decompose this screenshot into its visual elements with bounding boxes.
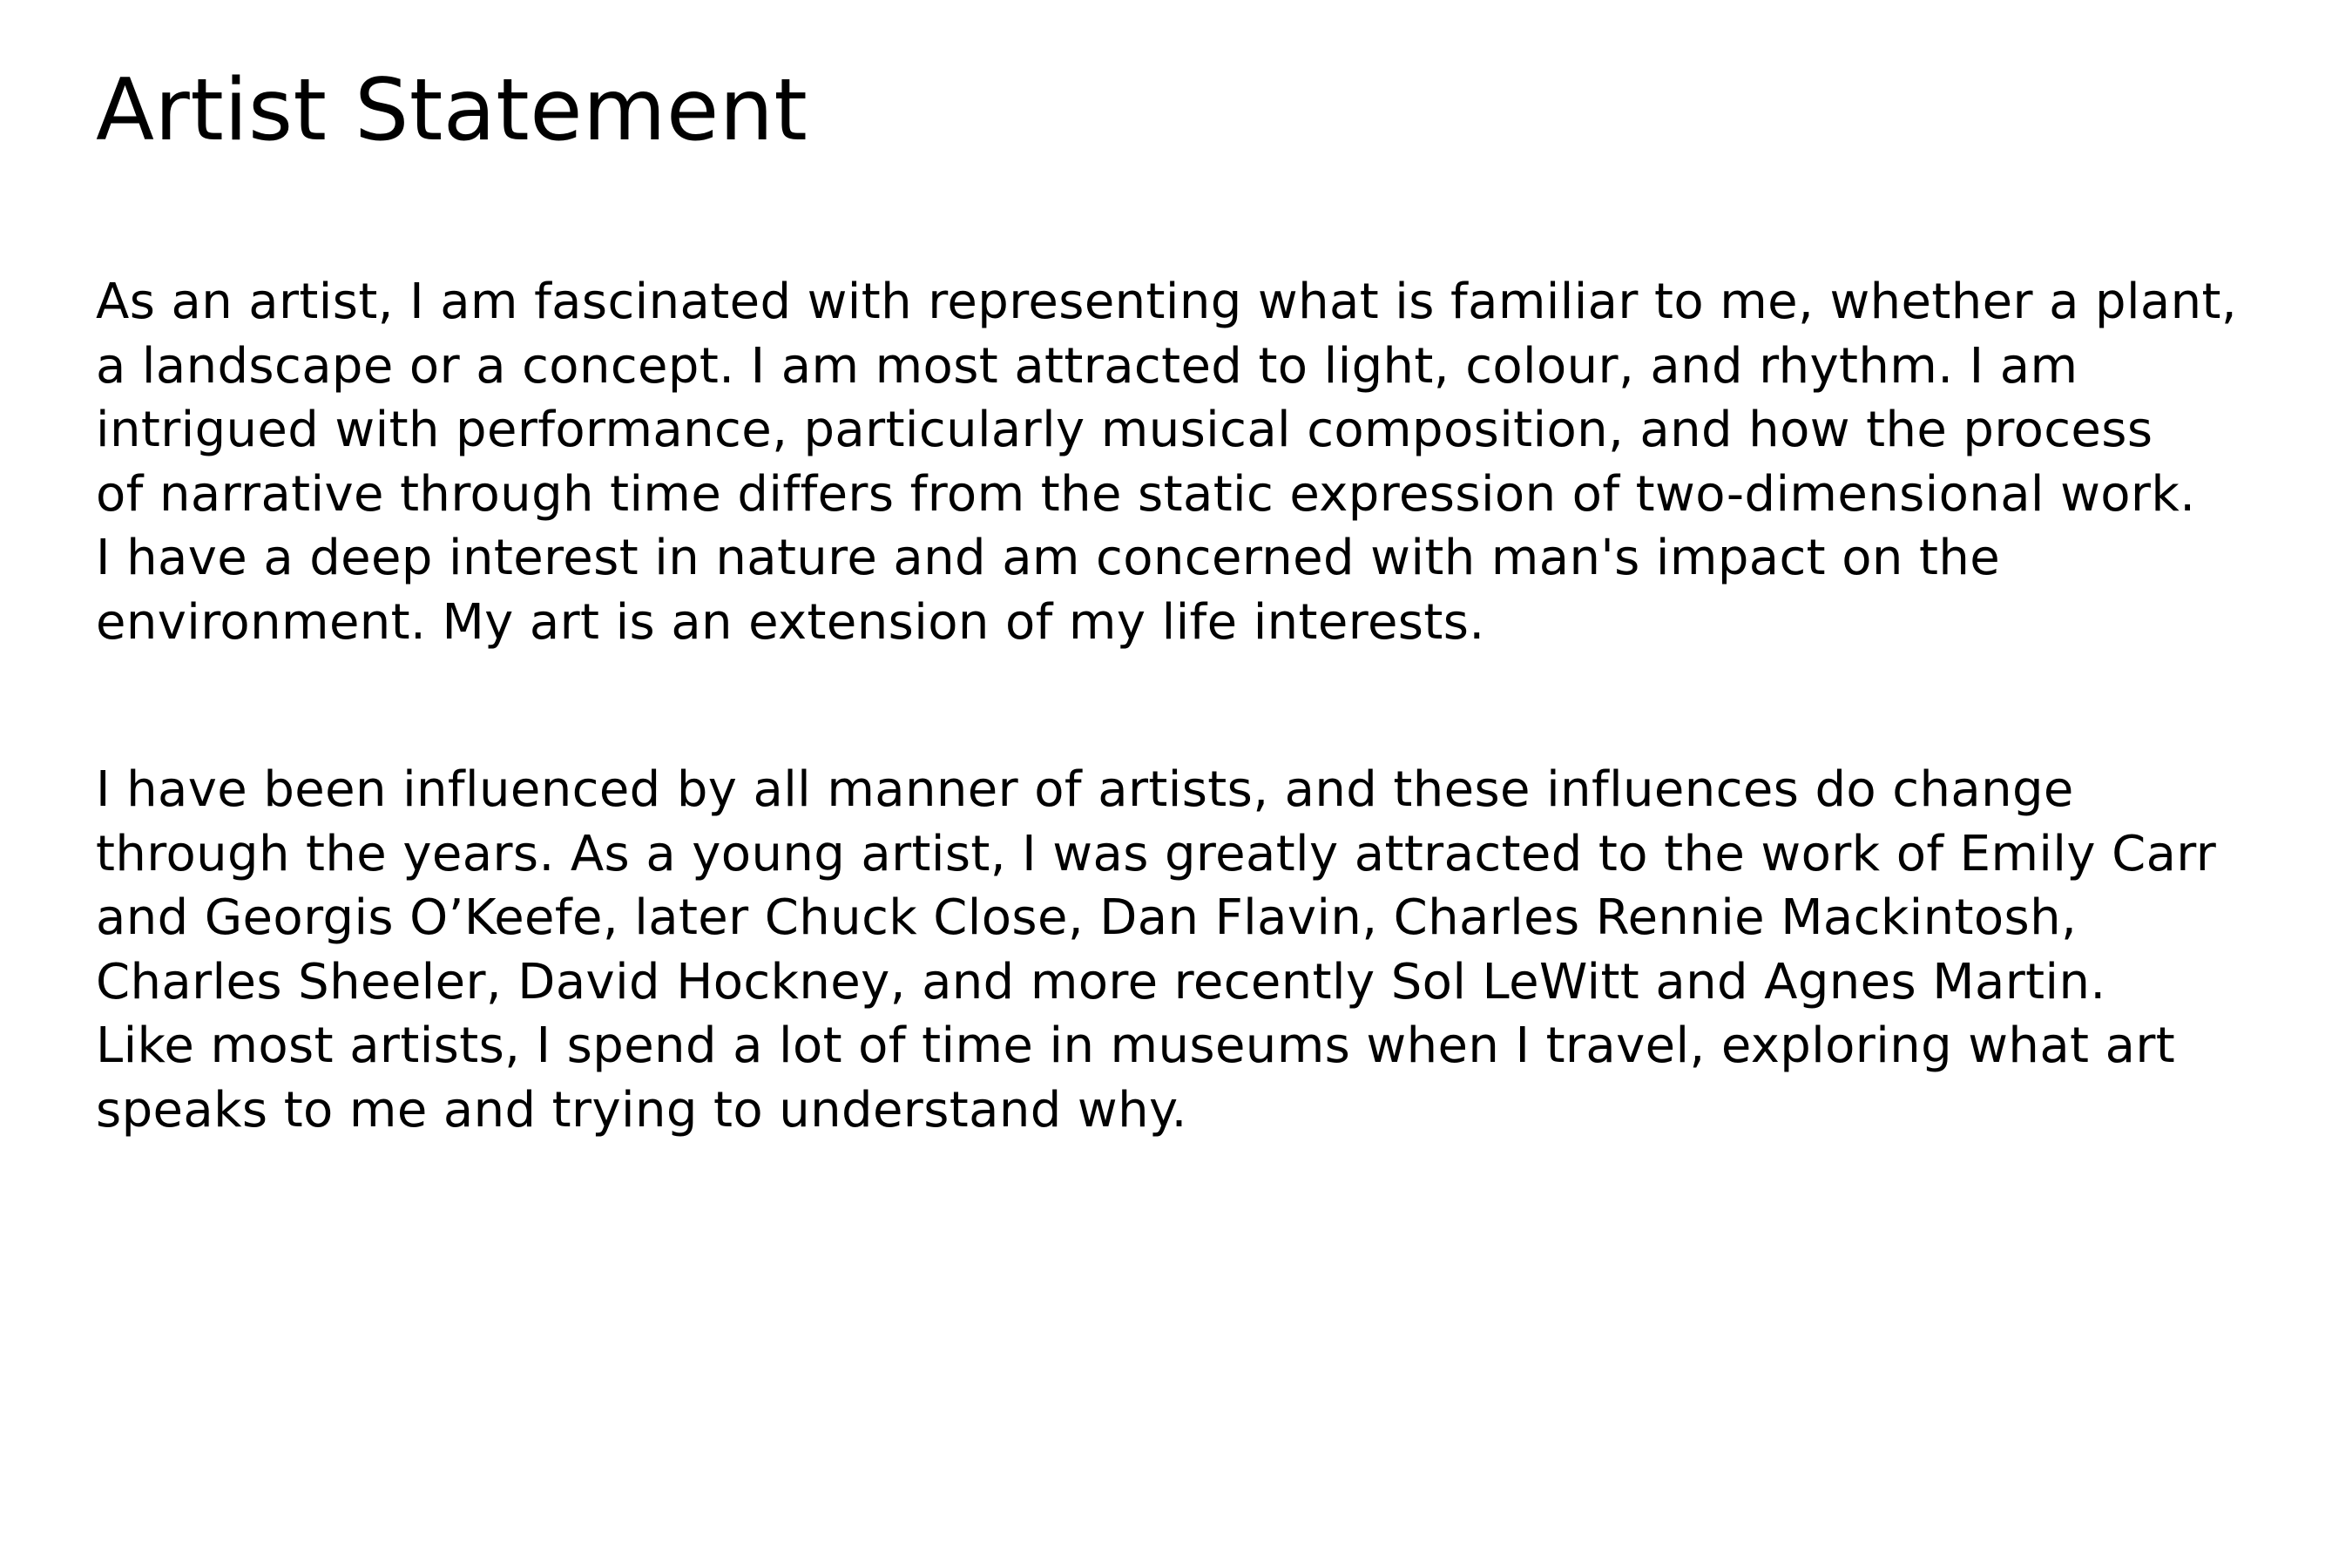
paragraph-line: Like most artists, I spend a lot of time in museums when I travel, exploring what art — [96, 1017, 2176, 1075]
paragraph-line: As an artist, I am fascinated with representing what is familiar to me, whether a plant, — [96, 274, 2238, 330]
artist-statement-page — [96, 0, 2343, 1568]
page-title: Artist Statement — [96, 61, 808, 160]
statement-paragraph-2 — [96, 758, 2291, 1143]
paragraph-line: of narrative through time differs from the static expression of two-dimensional work. — [96, 465, 2196, 523]
paragraph-line: Charles Sheeler, David Hockney, and more recently Sol LeWitt and Agnes Martin. — [96, 953, 2106, 1010]
paragraph-line: speaks to me and trying to understand why. — [96, 1081, 1187, 1139]
paragraph-line: I have a deep interest in nature and am concerned with man's impact on the — [96, 530, 2001, 587]
paragraph-line: intrigued with performance, particularly musical composition, and how the process — [96, 402, 2153, 459]
paragraph-line: through the years. As a young artist, I was greatly attracted to the work of Emily Carr — [96, 825, 2217, 882]
statement-paragraph-1 — [96, 270, 2291, 655]
paragraph-line: a landscape or a concept. I am most attracted to light, colour, and rhythm. I am — [96, 337, 2078, 395]
paragraph-line: and Georgis O’Keefe, later Chuck Close, Dan Flavin, Charles Rennie Mackintosh, — [96, 889, 2078, 947]
paragraph-line: I have been influenced by all manner of artists, and these influences do change — [96, 761, 2074, 818]
paragraph-line: environment. My art is an extension of my life interests. — [96, 593, 1485, 651]
